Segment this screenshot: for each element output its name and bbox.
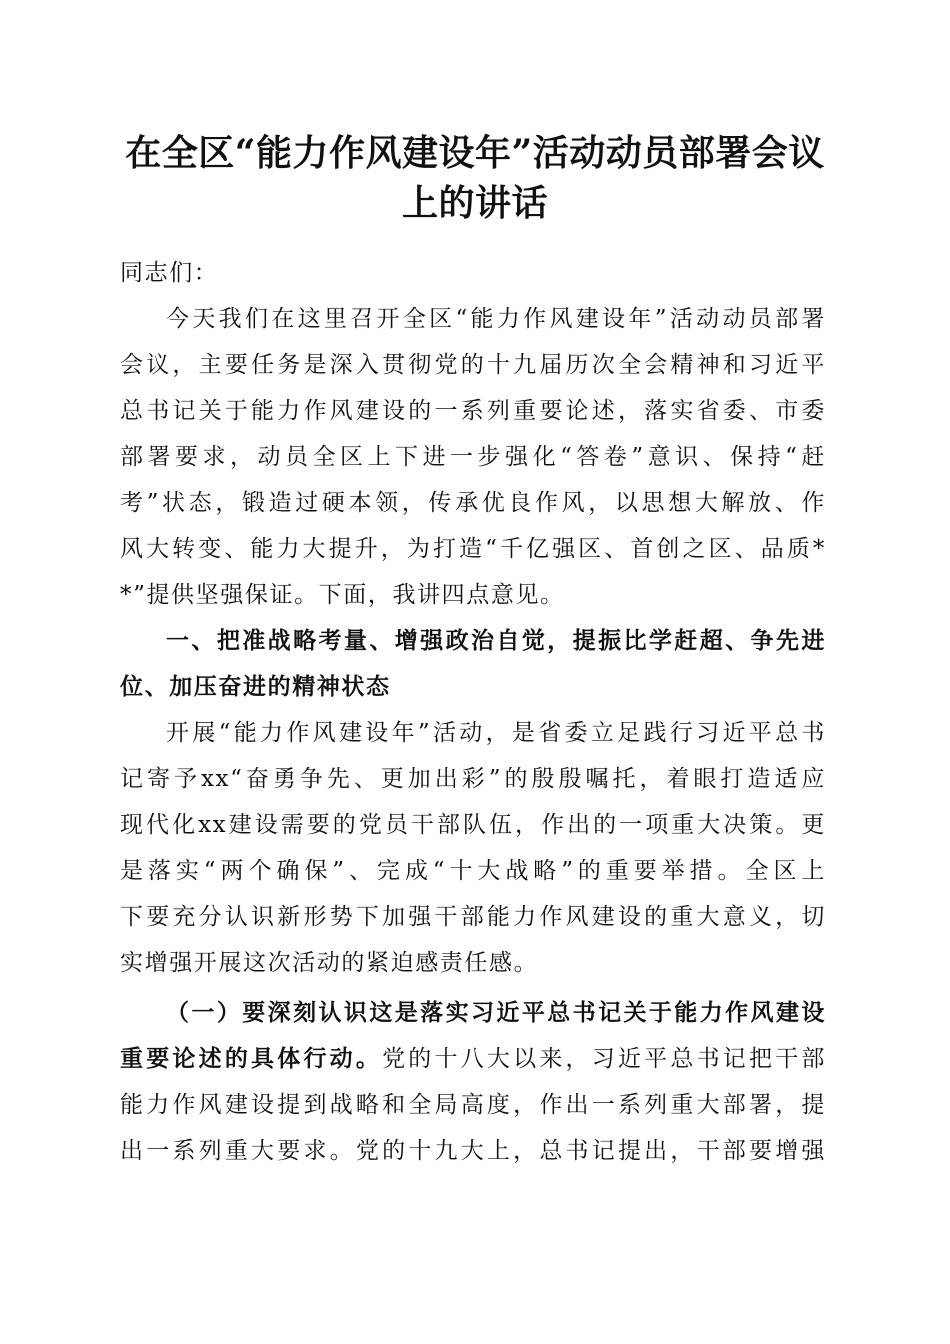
paragraph-line: 总书记关于能力作风建设的一系列重要论述，落实省委、市委: [120, 398, 826, 424]
paragraph-line: 能力作风建设提到战略和全局高度，作出一系列重大部署，提: [120, 1092, 826, 1118]
paragraph-line: 出一系列重大要求。党的十九大上，总书记提出，干部要增强: [120, 1138, 826, 1164]
paragraph-line: 开展“能力作风建设年”活动，是省委立足践行习近平总书: [166, 720, 826, 746]
paragraph-intro: [120, 296, 826, 618]
title-line-1: 在全区“能力作风建设年”活动动员部署会议: [125, 132, 825, 174]
paragraph-line: 会议，主要任务是深入贯彻党的十九届历次全会精神和习近平: [120, 352, 826, 378]
paragraph-line: 记寄予xx“奋勇争先、更加出彩”的殷殷嘱托，着眼打造适应: [120, 766, 826, 792]
paragraph-line: 现代化xx建设需要的党员干部队伍，作出的一项重大决策。更: [120, 812, 826, 838]
subheading-tail: 重要论述的具体行动。: [120, 1045, 383, 1072]
paragraph-text: 党的十八大以来，习近平总书记把干部: [382, 1046, 826, 1072]
paragraph-line: *”提供坚强保证。下面，我讲四点意见。: [120, 582, 565, 608]
subsection-1: [120, 990, 826, 1174]
heading-line: 位、加压奋进的精神状态: [120, 674, 391, 700]
paragraph-line: 考”状态，锻造过硬本领，传承优良作风，以思想大解放、作: [120, 490, 826, 516]
salutation: 同志们：: [120, 260, 219, 286]
paragraph-section-1: [120, 710, 826, 986]
subheading-mixed-line: [120, 1036, 826, 1082]
title-line-2: 上的讲话: [401, 182, 548, 224]
paragraph-line: 是落实“两个确保”、完成“十大战略”的重要举措。全区上: [120, 858, 826, 884]
paragraph-line: 今天我们在这里召开全区“能力作风建设年”活动动员部署: [166, 306, 826, 332]
paragraph-line: 实增强开展这次活动的紧迫感责任感。: [120, 950, 539, 976]
document-body: [120, 250, 826, 1174]
subheading-line: （一）要深刻认识这是落实习近平总书记关于能力作风建设: [166, 999, 826, 1026]
paragraph-line: 风大转变、能力大提升，为打造“千亿强区、首创之区、品质*: [120, 536, 826, 562]
section-heading-1: [120, 618, 826, 710]
document-title: [110, 128, 840, 228]
paragraph-line: 部署要求，动员全区上下进一步强化“答卷”意识、保持“赶: [120, 444, 826, 470]
paragraph-line: 下要充分认识新形势下加强干部能力作风建设的重大意义，切: [120, 904, 826, 930]
heading-line: 一、把准战略考量、增强政治自觉，提振比学赶超、争先进: [166, 628, 826, 654]
